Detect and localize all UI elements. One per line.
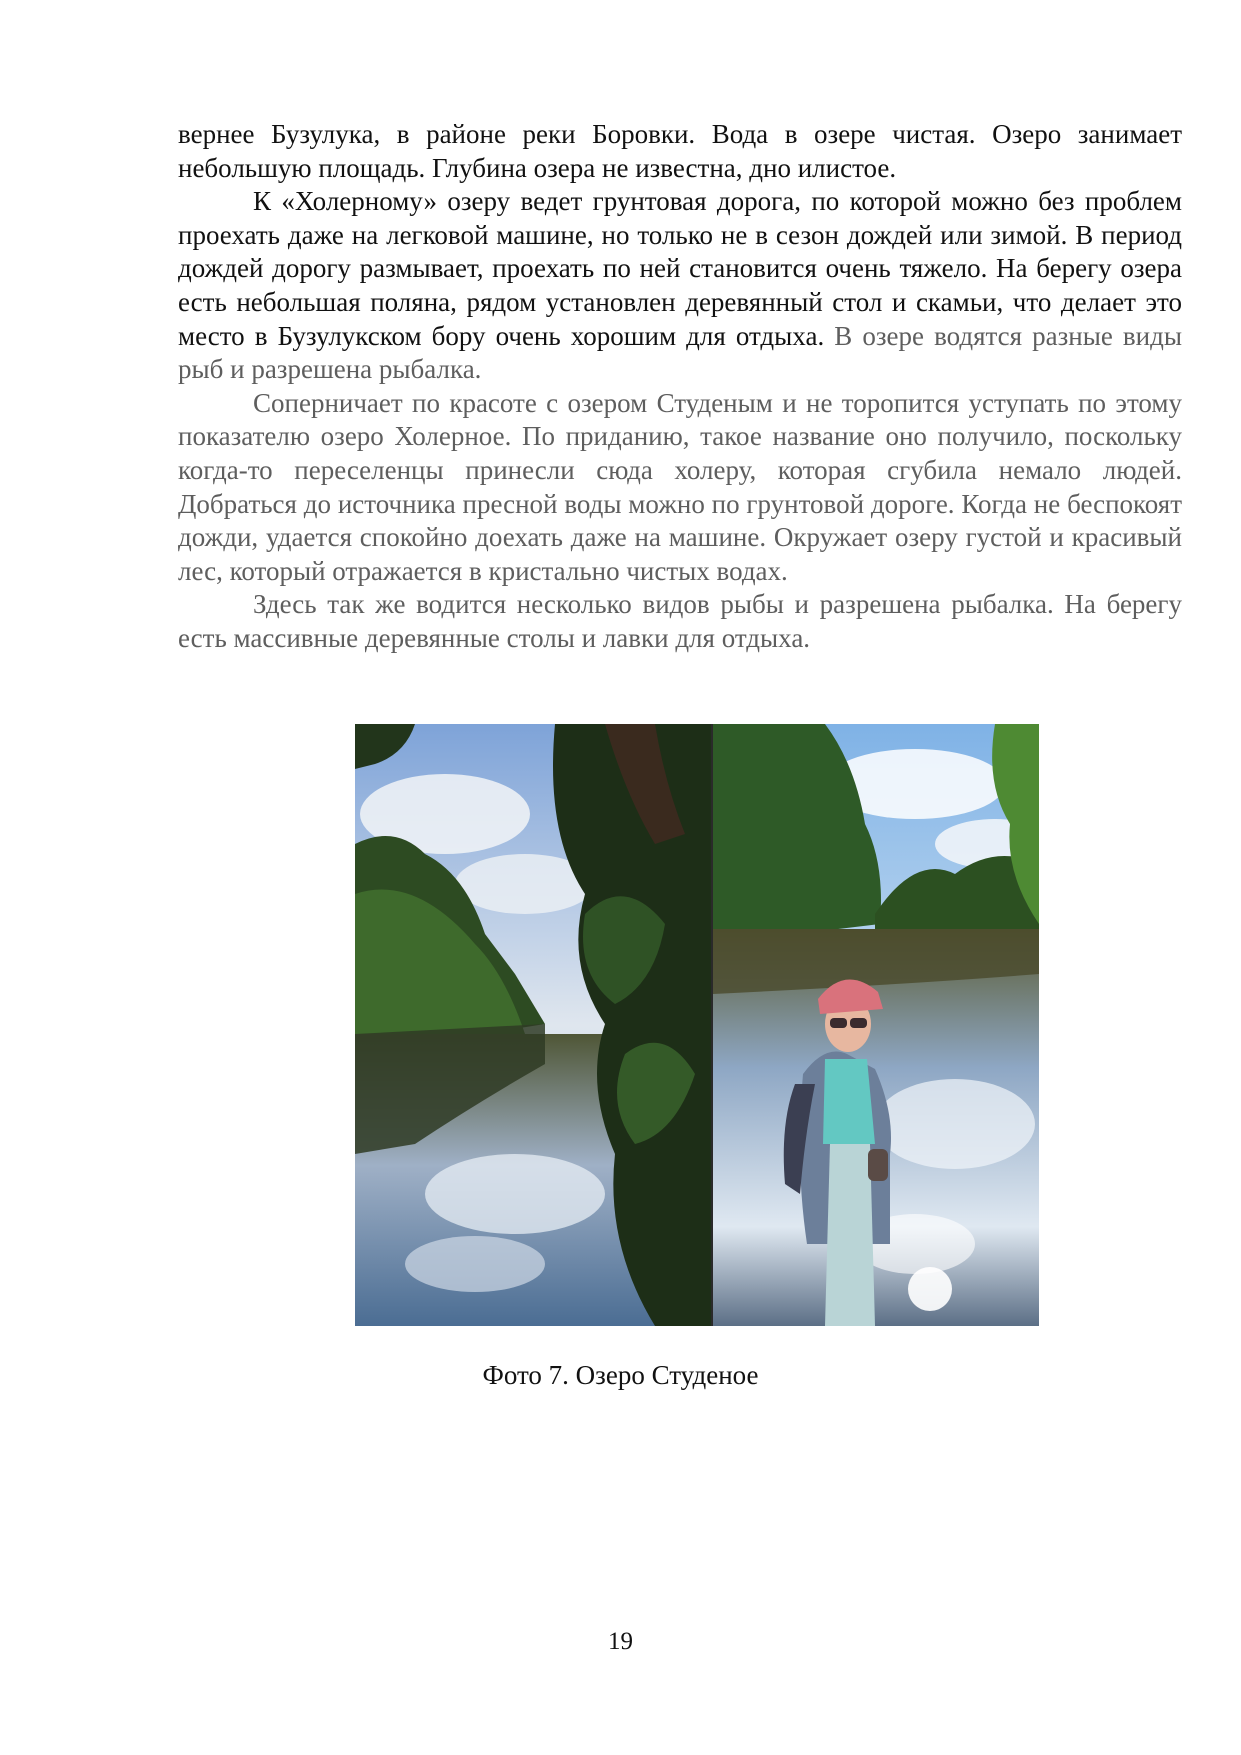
left-lake-panel [355, 724, 711, 1326]
paragraph-4: Здесь так же водится несколько видов рыбы и разрешена рыбалка. На берегу есть массивные деревянные столы и лавки для отдыха. [178, 589, 1182, 653]
figure-caption: Фото 7. Озеро Студеное [482, 1360, 759, 1390]
paragraph-1: вернее Бузулука, в районе реки Боровки. Вода в озере чистая. Озеро занимает небольшую площадь. Глубина озера не известна, дно илистое. [178, 119, 1182, 183]
page-number: 19 [608, 1628, 633, 1655]
right-lake-panel [713, 724, 1039, 1326]
body-text [178, 118, 1182, 656]
paragraph-3: Соперничает по красоте с озером Студеным и не торопится уступать по этому показателю озеро Холерное. По приданию, такое название оно получило, поскольку когда-то переселенцы принесли сюда холеру, которая сгубила немало людей. Добраться до источника пресной воды можно по грунтовой дороге. Когда не беспокоят дожди, удается спокойно доехать даже на машине. Окружает озеру густой и красивый лес, который отражается в кристально чистых водах. [178, 387, 1182, 586]
paragraph-2 [178, 185, 1182, 387]
lake-photo [355, 724, 1039, 1326]
paragraph-2-main: К «Холерному» озеру ведет грунтовая дорога, по которой можно без проблем проехать даже на легковой машине, но только не в сезон дождей или зимой. В период дождей дорогу размывает, проехать по ней становится очень тяжело. На берегу озера есть небольшая поляна, рядом установлен деревянный стол и скамьи, что делает это место в Бузулукском бору очень хорошим для отдыха. [178, 186, 1182, 351]
paragraph-2-tail: В озере водятся разные виды рыб и разрешена рыбалка. [178, 320, 1182, 385]
